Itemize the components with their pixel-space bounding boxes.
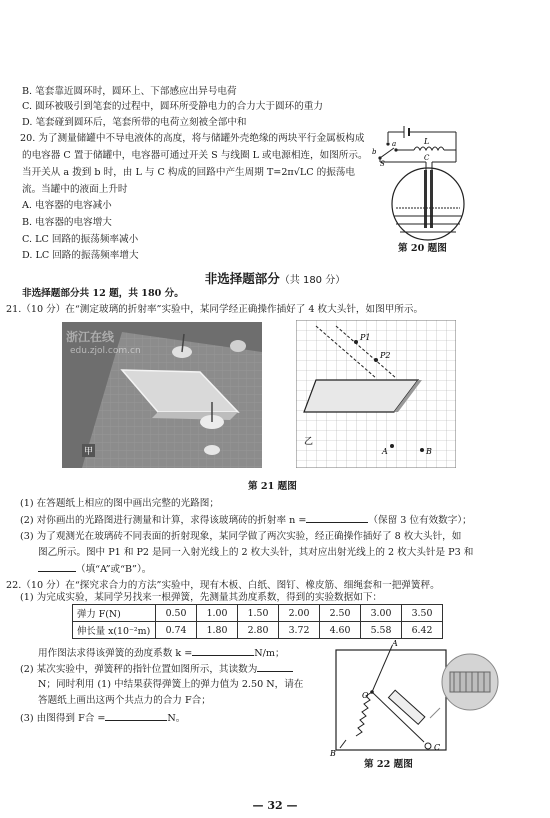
q22-sub2c: 答题纸上画出这两个共点力的合力 F合； bbox=[38, 695, 211, 706]
q22-answer-blank-f[interactable] bbox=[105, 711, 167, 721]
q19-option-b: B. 笔套靠近圆环时，圆环上、下部感应出异号电荷 bbox=[22, 86, 237, 97]
q21-answer-blank-n[interactable] bbox=[306, 513, 368, 523]
q20-label-S: S bbox=[380, 160, 385, 168]
table-cell: 0.50 bbox=[156, 605, 197, 622]
table-cell: 1.00 bbox=[197, 605, 238, 622]
section-title-text: 非选择题部分 bbox=[204, 271, 280, 286]
q22-data-table bbox=[72, 604, 443, 639]
q20-option-a: A. 电容器的电容减小 bbox=[22, 200, 112, 211]
q21-diagram-yi bbox=[296, 320, 456, 468]
q22-sub1b-text: 用作图法求得该弹簧的劲度系数 k = bbox=[38, 648, 193, 659]
q20-label-a: a bbox=[392, 140, 397, 148]
q21-sub3b: 图乙所示。图中 P1 和 P2 是同一入射光线上的 2 枚大头针，其对应出射光线上的 2 枚大头针是 P3 和 bbox=[38, 547, 474, 558]
q22-answer-blank-k[interactable] bbox=[192, 646, 254, 656]
q20-line2: 的电容器 C 置于储罐中，电容器可通过开关 S 与线圈 L 或电源相连，如图所示。 bbox=[22, 150, 368, 161]
q21-caption: 第 21 题图 bbox=[248, 481, 297, 492]
q22-sub1: (1) 为完成实验，某同学另找来一根弹簧，先测量其劲度系数，得到的实验数据如下： bbox=[20, 592, 383, 603]
q21-label-jia: 甲 bbox=[82, 444, 95, 457]
table-header-extension: 伸长量 x(10⁻²m) bbox=[73, 622, 156, 639]
q22-sub1b bbox=[38, 646, 285, 660]
q21-stem: 21.（10 分）在“测定玻璃的折射率”实验中，某同学经正确操作插好了 4 枚大头针，如图甲所示。 bbox=[6, 304, 424, 315]
page-number: — 32 — bbox=[252, 799, 298, 812]
q21-label-a: A bbox=[382, 447, 388, 456]
watermark-text: 浙江在线 bbox=[66, 330, 115, 344]
table-cell: 1.80 bbox=[197, 622, 238, 639]
table-row bbox=[73, 605, 443, 622]
q19-option-d: D. 笔套碰到圆环后，笔套所带的电荷立刻被全部中和 bbox=[22, 117, 247, 128]
q22-label-b: B bbox=[330, 749, 336, 758]
table-cell: 2.00 bbox=[279, 605, 320, 622]
table-cell: 5.58 bbox=[361, 622, 402, 639]
section-title bbox=[0, 269, 550, 287]
q21-label-b: B bbox=[426, 447, 432, 456]
q22-sub3-unit: N。 bbox=[167, 713, 186, 724]
watermark-url: edu.zjol.com.cn bbox=[70, 346, 141, 356]
q22-answer-blank-reading[interactable] bbox=[257, 662, 293, 672]
q20-line1: 20. 为了测量储罐中不导电液体的高度，将与储罐外壳绝缘的两块平行金属板构成 bbox=[20, 133, 365, 144]
table-cell: 4.60 bbox=[320, 622, 361, 639]
q21-sub1: (1) 在答题纸上相应的图中画出完整的光路图； bbox=[20, 498, 219, 509]
q22-label-c: C bbox=[434, 743, 441, 752]
q22-sub3-text: (3) 由图得到 F合 = bbox=[20, 713, 106, 724]
q21-label-p1: P1 bbox=[360, 333, 371, 342]
q22-label-a: A bbox=[392, 639, 398, 648]
table-row bbox=[73, 622, 443, 639]
q22-sub2a bbox=[20, 662, 293, 676]
q20-option-c: C. LC 回路的振荡频率减小 bbox=[22, 234, 139, 245]
q22-sub1b-unit: N/m； bbox=[254, 648, 285, 659]
q21-sub2-text: (2) 对你画出的光路图进行测量和计算，求得该玻璃砖的折射率 n = bbox=[20, 515, 307, 526]
q22-label-o: O bbox=[362, 691, 369, 700]
q20-line3: 当开关从 a 拨到 b 时，由 L 与 C 构成的回路中产生周期 T=2π√LC 的振荡电 bbox=[22, 167, 355, 178]
q22-caption: 第 22 题图 bbox=[364, 759, 413, 770]
q20-caption: 第 20 题图 bbox=[398, 243, 447, 254]
q20-label-b: b bbox=[372, 148, 377, 156]
table-cell: 3.50 bbox=[402, 605, 443, 622]
q21-sub3c bbox=[38, 562, 151, 576]
q21-label-p2: P2 bbox=[380, 351, 391, 360]
q20-label-L: L bbox=[424, 137, 430, 146]
q21-photo-jia bbox=[62, 322, 262, 468]
q22-stem: 22.（10 分）在“探究求合力的方法”实验中，现有木板、白纸、图钉、橡皮筋、细绳套和一把弹簧秤。 bbox=[6, 580, 440, 591]
q20-option-d: D. LC 回路的振荡频率增大 bbox=[22, 250, 139, 261]
table-header-force: 弹力 F(N) bbox=[73, 605, 156, 622]
q22-sub2b: N；同时利用 (1) 中结果获得弹簧上的弹力值为 2.50 N，请在 bbox=[38, 679, 304, 690]
q20-option-b: B. 电容器的电容增大 bbox=[22, 217, 112, 228]
table-cell: 2.50 bbox=[320, 605, 361, 622]
q21-sub3a: (3) 为了观测光在玻璃砖不同表面的折射现象，某同学做了两次实验，经正确操作插好了 8 枚大头针，如 bbox=[20, 531, 462, 542]
table-cell: 3.72 bbox=[279, 622, 320, 639]
q21-sub2 bbox=[20, 513, 472, 527]
q20-circuit-figure bbox=[366, 108, 474, 258]
q19-option-c: C. 圆环被吸引到笔套的过程中，圆环所受静电力的合力大于圆环的重力 bbox=[22, 101, 323, 112]
q21-answer-blank-p4[interactable] bbox=[38, 562, 76, 572]
table-cell: 6.42 bbox=[402, 622, 443, 639]
table-cell: 3.00 bbox=[361, 605, 402, 622]
table-cell: 1.50 bbox=[238, 605, 279, 622]
q20-line4: 流。当罐中的液面上升时 bbox=[22, 184, 128, 195]
q22-sub2a-text: (2) 某次实验中，弹簧秤的指针位置如图所示，其读数为 bbox=[20, 664, 258, 675]
section-subtitle: （共 180 分） bbox=[279, 275, 346, 286]
q21-sub3c-text: （填“A”或“B”）。 bbox=[76, 564, 152, 575]
table-cell: 0.74 bbox=[156, 622, 197, 639]
q21-label-yi: 乙 bbox=[304, 437, 314, 447]
q22-sub3 bbox=[20, 711, 185, 725]
q21-sub2-tail: （保留 3 位有效数字）； bbox=[368, 515, 472, 526]
table-cell: 2.80 bbox=[238, 622, 279, 639]
q20-label-C: C bbox=[424, 154, 430, 162]
section-note: 非选择题部分共 12 题，共 180 分。 bbox=[22, 288, 184, 299]
